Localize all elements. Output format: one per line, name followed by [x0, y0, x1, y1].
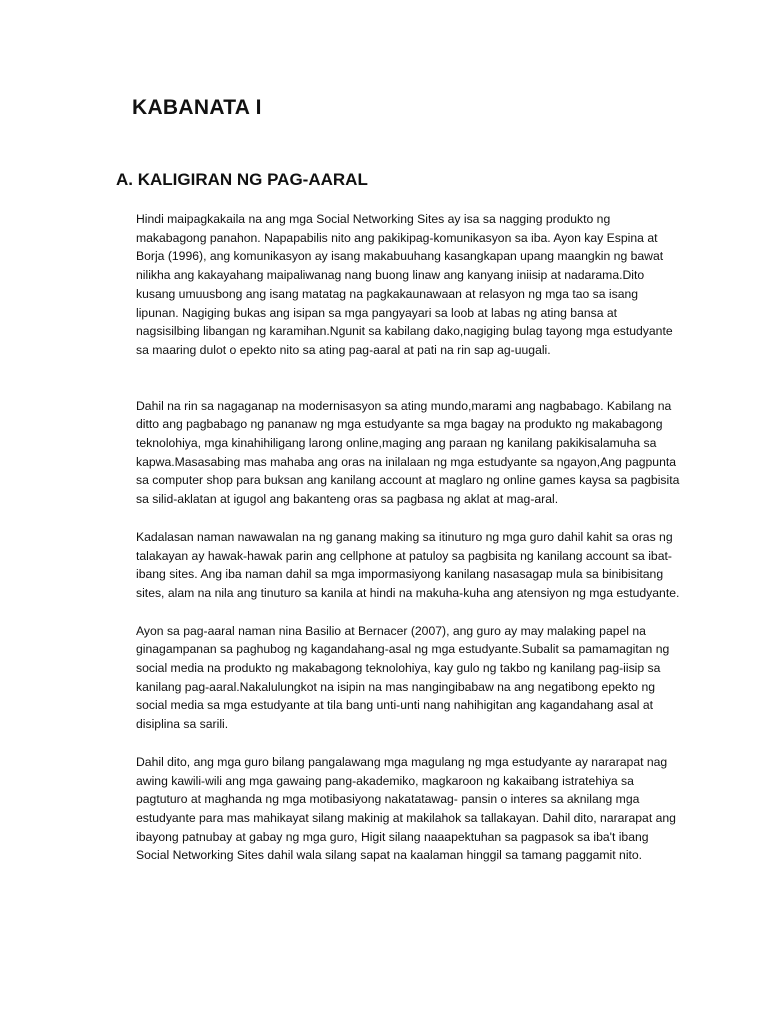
- paragraph-4: Ayon sa pag-aaral naman nina Basilio at Bernacer (2007), ang guro ay may malaking papel na ginagampanan sa paghubog ng kagandahang-asal ng mga estudyante.Subalit sa pamamagitan ng social media na produkto ng makabagong teknolohiya, kay gulo ng takbo ng kanilang pag-iisip sa kanilang pag-aaral.Nakalulungkot na isipin na mas nangingibabaw na ang negatibong epekto ng social media sa mga estudyante at tila bang unti-unti nang nahihigitan ang kagandahang asal at disiplina sa sarili.: [136, 623, 670, 732]
- section-title: A. KALIGIRAN NG PAG-AARAL: [116, 170, 368, 189]
- paragraph-2: Dahil na rin sa nagaganap na modernisasyon sa ating mundo,marami ang nagbabago. Kabilang na ditto ang pagbabago ng pananaw ng mga estudyante sa mga bagay na produkto ng makabagong teknolohiya, mga kinahihiligang larong online,maging ang paraan ng kanilang pakikisalamuha sa kapwa.Masasabing mas mahaba ang oras na inilalaan ng mga estudyante sa ngayon,Ang pagpunta sa computer shop para buksan ang kanilang account at maglaro ng online games kaysa sa pagbisita sa silid-aklatan at igugol ang bakanteng oras sa pagbasa ng aklat at mag-aral.: [136, 398, 680, 507]
- paragraph-1: Hindi maipagkakaila na ang mga Social Networking Sites ay isa sa nagging produkto ng makabagong panahon. Napapabilis nito ang pakikipag-komunikasyon sa iba. Ayon kay Espina at Borja (1996), ang komunikasyon ay isang makabuuhang kasangkapan upang maangkin ng bawat nilikha ang kakayahang maipaliwanag nang buong linaw ang kanyang iniisip at nadarama.Dito kusang umuusbong ang isang matatag na pagkakaunawaan at relasyon ng mga tao sa isang lipunan. Nagiging bukas ang isipan sa mga pangyayari sa loob at labas ng ating bansa at nagsisilbing libangan ng karamihan.Ngunit sa kabilang dako,nagiging bulag tayong mga estudyante sa maaring dulot o epekto nito sa ating pag-aaral at pati na rin sap ag-uugali.: [136, 212, 673, 357]
- paragraph-3: Kadalasan naman nawawalan na ng ganang making sa itinuturo ng mga guro dahil kahit sa oras ng talakayan ay hawak-hawak parin ang cellphone at patuloy sa pagbisita ng kanilang account sa ibat-ibang sites. Ang iba naman dahil sa mga impormasiyong kanilang nasasagap mula sa binibisitang sites, alam na nila ang tinuturo sa kanila at hindi na makuha-kuha ang atensiyon ng mga estudyante.: [136, 529, 680, 600]
- paragraph-5: Dahil dito, ang mga guro bilang pangalawang mga magulang ng mga estudyante ay nararapat nag awing kawili-wili ang mga gawaing pang-akademiko, magkaroon ng kakaibang istratehiya sa pagtuturo at maghanda ng mga motibasiyong nakatatawag- pansin o interes sa aknilang mga estudyante para mas mahikayat silang makinig at makilahok sa tallakayan. Dahil dito, nararapat ang ibayong patnubay at gabay ng mga guro, Higit silang naaapektuhan sa pagpasok sa iba't ibang Social Networking Sites dahil wala silang sapat na kaalaman hinggil sa tamang paggamit nito.: [136, 754, 676, 863]
- chapter-title: KABANATA I: [132, 96, 262, 119]
- body-text: [136, 210, 684, 865]
